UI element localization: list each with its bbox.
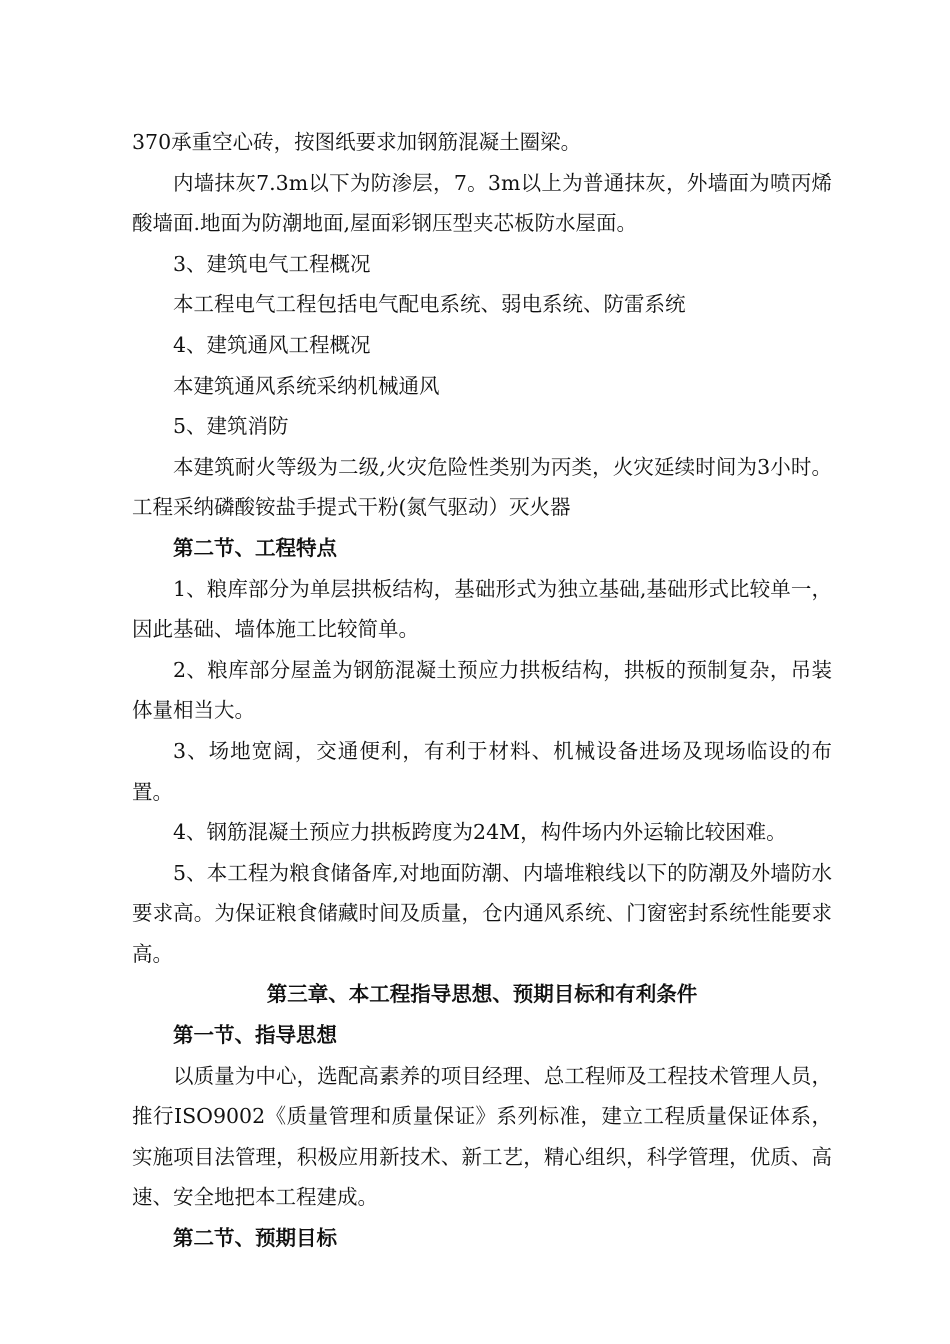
paragraph-feature-1: 1、粮库部分为单层拱板结构，基础形式为独立基础,基础形式比较单一，因此基础、墙体施工比较简单。 [132,576,832,642]
paragraph-feature-2: 2、粮库部分屋盖为钢筋混凝土预应力拱板结构，拱板的预制复杂，吊装体量相当大。 [132,657,832,723]
paragraph-plastering: 内墙抹灰7.3m以下为防渗层，7。3m以上为普通抹灰，外墙面为喷丙烯酸墙面.地面为防潮地面,屋面彩钢压型夹芯板防水屋面。 [132,170,832,236]
section-title-expected-goals: 第二节、预期目标 [173,1226,337,1251]
heading-electrical: 3、建筑电气工程概况 [173,251,371,276]
paragraph-guiding-ideology: 以质量为中心，选配高素养的项目经理、总工程师及工程技术管理人员，推行ISO9002《质量管理和质量保证》系列标准，建立工程质量保证体系，实施项目法管理，积极应用新技术、新工艺，精心组织，科学管理，优质、高速、安全地把本工程建成。 [132,1063,832,1210]
paragraph-wall-material: 370承重空心砖，按图纸要求加钢筋混凝土圈梁。 [132,130,582,154]
paragraph-feature-3: 3、场地宽阔，交通便利，有利于材料、机械设备进场及现场临设的布置。 [132,738,832,804]
document-body [132,122,832,1259]
section-title-features: 第二节、工程特点 [173,535,337,560]
chapter-title: 第三章、本工程指导思想、预期目标和有利条件 [266,982,698,1007]
paragraph-electrical: 本工程电气工程包括电气配电系统、弱电系统、防雷系统 [173,292,686,317]
paragraph-feature-4: 4、钢筋混凝土预应力拱板跨度为24M，构件场内外运输比较困难。 [173,820,787,845]
heading-fire-protection: 5、建筑消防 [173,414,289,439]
paragraph-feature-5: 5、本工程为粮食储备库,对地面防潮、内墙堆粮线以下的防潮及外墙防水要求高。为保证粮食储藏时间及质量，仓内通风系统、门窗密封系统性能要求高。 [132,860,832,966]
section-title-guiding-ideology: 第一节、指导思想 [173,1023,337,1048]
paragraph-ventilation: 本建筑通风系统采纳机械通风 [173,373,440,398]
heading-ventilation: 4、建筑通风工程概况 [173,332,371,357]
paragraph-fire-protection: 本建筑耐火等级为二级,火灾危险性类别为丙类，火灾延续时间为3小时。工程采纳磷酸铵盐手提式干粉(氮气驱动）灭火器 [132,454,832,520]
